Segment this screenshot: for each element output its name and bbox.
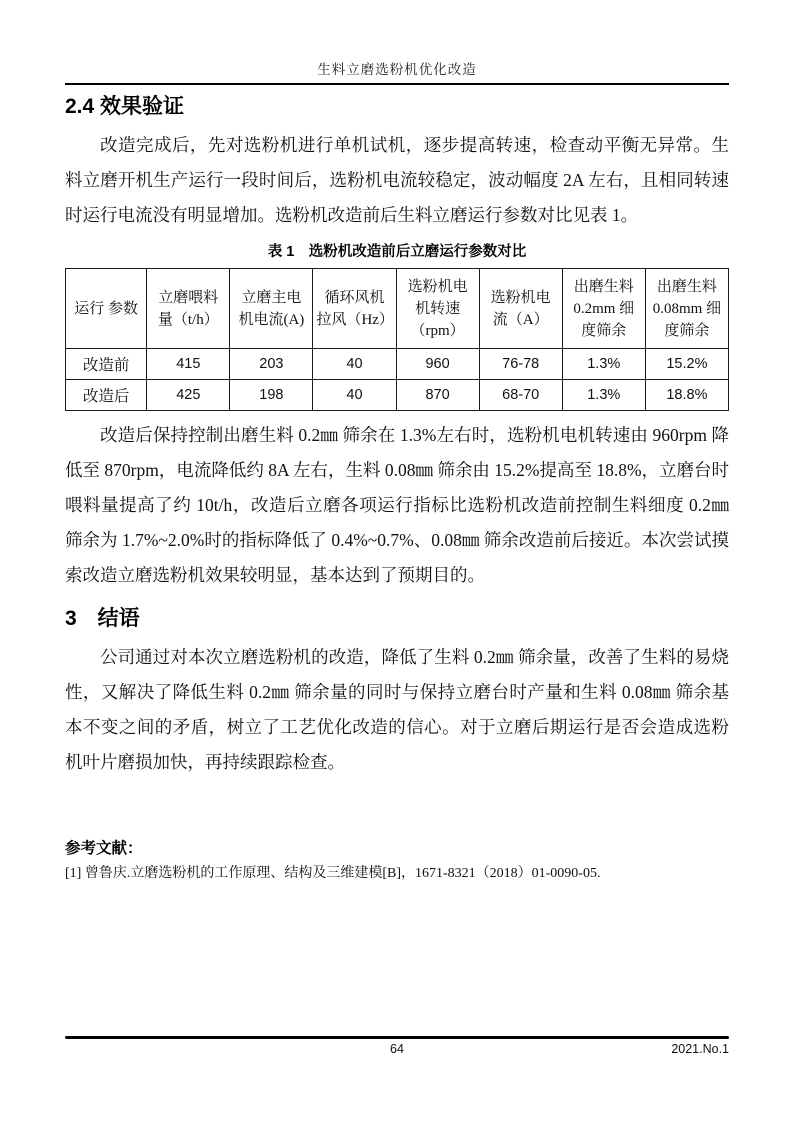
column-header: 立磨喂料 量（t/h） <box>147 269 230 349</box>
section-heading-conclusion: 3 结语 <box>65 607 140 630</box>
paragraph-effect-1: 改造完成后，先对选粉机进行单机试机，逐步提高转速，检查动平衡无异常。生料立磨开机生产运行一段时间后，选粉机电流较稳定，波动幅度 2A 左右，且相同转速时运行电流没有明显增加。选粉机改造前后生料立磨运行参数对比见表 1。 <box>65 135 729 225</box>
column-header: 选粉机电 机转速 （rpm） <box>396 269 479 349</box>
table-caption: 表 1 选粉机改造前后立磨运行参数对比 <box>267 244 527 260</box>
paragraph-effect-2: 改造后保持控制出磨生料 0.2㎜ 筛余在 1.3%左右时，选粉机电机转速由 960rpm 降低至 870rpm，电流降低约 8A 左右，生料 0.08㎜ 筛余由 15.2%提高至 18.8%，立磨台时喂料量提高了约 10t/h，改造后立磨各项运行指标比选粉机改造前控制生料细度 0.2㎜ 筛余为 1.7%~2.0%时的指标降低了 0.4%~0.7%、0.08㎜ 筛余改造前后接近。本次尝试摸索改造立磨选粉机效果较明显，基本达到了预期目的。 <box>65 425 730 585</box>
table-cell: 18.8% <box>645 380 728 411</box>
column-header: 运行 参数 <box>66 269 147 349</box>
column-header: 出磨生料 0.2mm 细 度筛余 <box>562 269 645 349</box>
paragraph-conclusion: 公司通过对本次立磨选粉机的改造，降低了生料 0.2㎜ 筛余量，改善了生料的易烧性，又解决了降低生料 0.2㎜ 筛余量的同时与保持立磨台时产量和生料 0.08㎜ 筛余基本不变之间的矛盾，树立了工艺优化改造的信心。对于立磨后期运行是否会造成选粉机叶片磨损加快，再持续跟踪检查。 <box>65 647 729 772</box>
row-label: 改造后 <box>66 380 147 411</box>
table-cell: 40 <box>313 349 396 380</box>
section-heading-effect-verification: 2.4 效果验证 <box>65 95 185 118</box>
page-footer <box>65 1036 729 1064</box>
row-label: 改造前 <box>66 349 147 380</box>
table-cell: 198 <box>230 380 313 411</box>
table-cell: 1.3% <box>562 380 645 411</box>
table-cell: 76-78 <box>479 349 562 380</box>
table-cell: 960 <box>396 349 479 380</box>
table-cell: 40 <box>313 380 396 411</box>
column-header: 循环风机 拉风（Hz） <box>313 269 396 349</box>
table-cell: 15.2% <box>645 349 728 380</box>
footer-page-number: 64 <box>390 1042 404 1056</box>
references-section <box>65 836 729 886</box>
references-heading: 参考文献： <box>65 840 143 857</box>
table-cell: 870 <box>396 380 479 411</box>
table-cell: 415 <box>147 349 230 380</box>
footer-rule <box>65 1036 729 1039</box>
column-header: 出磨生料 0.08mm 细 度筛余 <box>645 269 728 349</box>
reference-item-1: [1] 曾鲁庆.立磨选粉机的工作原理、结构及三维建模[B]，1671-8321（2018）01-0090-05. <box>65 866 601 881</box>
table-cell: 68-70 <box>479 380 562 411</box>
column-header: 立磨主电 机电流(A) <box>230 269 313 349</box>
table-header-row <box>66 269 729 349</box>
table-cell: 1.3% <box>562 349 645 380</box>
table-cell: 203 <box>230 349 313 380</box>
table-row-before <box>66 349 729 380</box>
table-row-after <box>66 380 729 411</box>
running-head-title: 生料立磨选粉机优化改造 <box>65 58 729 85</box>
column-header: 选粉机电 流（A） <box>479 269 562 349</box>
table-cell: 425 <box>147 380 230 411</box>
parameters-comparison-table <box>65 268 729 411</box>
footer-issue-label: 2021.No.1 <box>671 1042 729 1056</box>
